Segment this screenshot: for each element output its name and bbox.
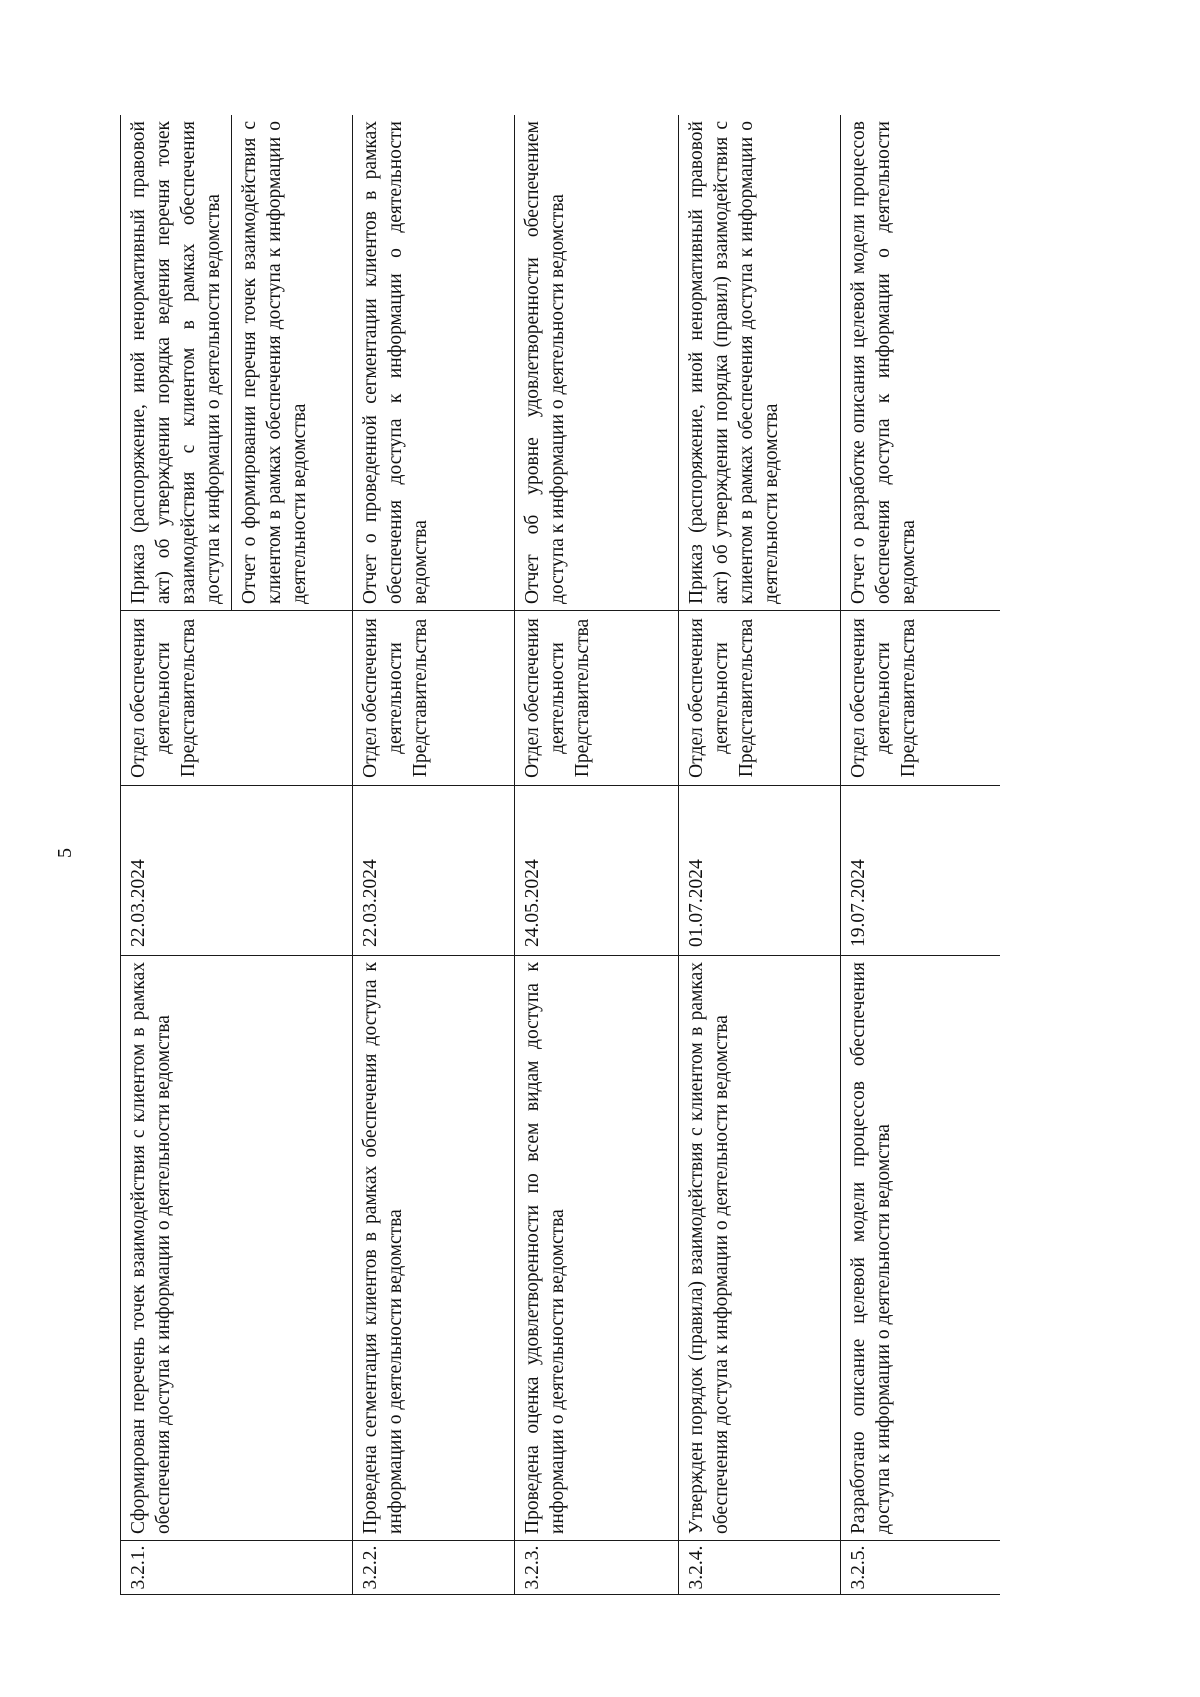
row-date: 19.07.2024 (841, 786, 1001, 956)
row-description: Проведена сегментация клиентов в рамках обеспечения доступа к информации о деятельности ведомства (353, 956, 515, 1541)
row-result: Отчет об уровне удовлетворенности обеспечением доступа к информации о деятельности ведомства (515, 115, 679, 611)
department-line: деятельности (546, 642, 568, 754)
department-line: деятельности (384, 642, 406, 754)
department-line: Представительства (409, 618, 431, 778)
table-row (841, 115, 1001, 1595)
row-description: Проведена оценка удовлетворенности по всем видам доступа к информации о деятельности ведомства (515, 956, 679, 1541)
department-line: деятельности (872, 642, 894, 754)
department-line: Отдел обеспечения (848, 618, 869, 778)
department-line: Представительства (897, 618, 919, 778)
row-department (679, 611, 841, 786)
row-number: 3.2.2. (353, 1541, 515, 1595)
result-item: Приказ (распоряжение, иной ненормативный правовой акт) об утверждении порядка ведения перечня точек взаимодействия с клиентом в рамках обеспечения доступа к информации о деятельности ведомства (128, 121, 224, 604)
table-row (353, 115, 515, 1595)
page-number: 5 (54, 848, 76, 858)
row-date: 22.03.2024 (121, 786, 353, 956)
row-number: 3.2.5. (841, 1541, 1001, 1595)
table-row (679, 115, 841, 1595)
row-department (515, 611, 679, 786)
table-row (121, 115, 353, 1595)
plan-table (120, 115, 1000, 1595)
row-description: Разработано описание целевой модели процессов обеспечения доступа к информации о деятельности ведомства (841, 956, 1001, 1541)
row-date: 22.03.2024 (353, 786, 515, 956)
row-date: 01.07.2024 (679, 786, 841, 956)
department-line: Отдел обеспечения (686, 618, 707, 778)
row-result: Отчет о разработке описания целевой модели процессов обеспечения доступа к информации о деятельности ведомства (841, 115, 1001, 611)
table-row (515, 115, 679, 1595)
row-number: 3.2.1. (121, 1541, 353, 1595)
row-department (841, 611, 1001, 786)
department-line: Представительства (571, 618, 593, 778)
row-description: Сформирован перечень точек взаимодействия с клиентом в рамках обеспечения доступа к информации о деятельности ведомства (121, 956, 353, 1541)
result-item: Отчет о формировании перечня точек взаимодействия с клиентом в рамках обеспечения доступа к информации о деятельности ведомства (231, 115, 317, 610)
row-number: 3.2.3. (515, 1541, 679, 1595)
row-description: Утвержден порядок (правила) взаимодействия с клиентом в рамках обеспечения доступа к информации о деятельности ведомства (679, 956, 841, 1541)
department-line: Отдел обеспечения (128, 618, 149, 778)
row-number: 3.2.4. (679, 1541, 841, 1595)
rotated-table-container (120, 115, 1000, 1595)
plan-table-wrapper (120, 115, 1000, 1595)
row-result (121, 115, 353, 611)
department-line: Представительства (177, 618, 199, 778)
row-result: Отчет о проведенной сегментации клиентов в рамках обеспечения доступа к информации о деятельности ведомства (353, 115, 515, 611)
department-line: Отдел обеспечения (522, 618, 543, 778)
department-line: деятельности (710, 642, 732, 754)
row-date: 24.05.2024 (515, 786, 679, 956)
department-line: деятельности (152, 642, 174, 754)
row-department (121, 611, 353, 786)
department-line: Представительства (735, 618, 757, 778)
row-result: Приказ (распоряжение, иной ненормативный правовой акт) об утверждении порядка (правил) взаимодействия с клиентом в рамках обеспечения доступа к информации о деятельности ведомства (679, 115, 841, 611)
row-department (353, 611, 515, 786)
department-line: Отдел обеспечения (360, 618, 381, 778)
